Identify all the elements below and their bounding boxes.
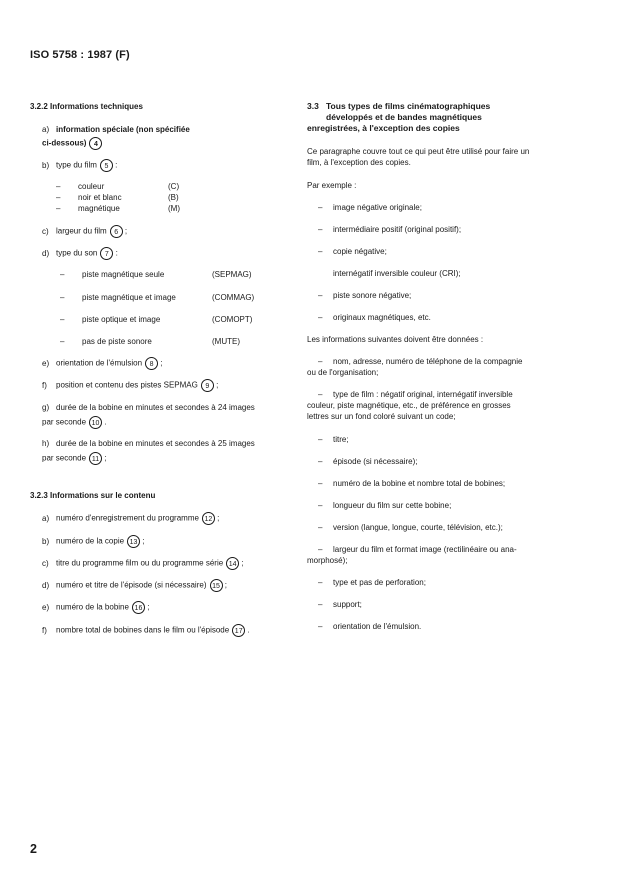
required-cont: morphosé); (307, 556, 348, 565)
example-text: image négative originale; (333, 203, 422, 212)
item-g (42, 402, 255, 413)
film-type-code: (B) (168, 193, 179, 202)
section-3-2-3-title: 3.2.3 Informations sur le contenu (30, 491, 156, 500)
item-label: a) (42, 125, 50, 134)
required-text: longueur du film sur cette bobine; (333, 501, 452, 510)
title-line: développés et de bandes magnétiques (326, 112, 482, 122)
required-item (318, 522, 503, 533)
film-type-row (56, 192, 179, 203)
item-c: c) largeur du film 6 ; (42, 226, 128, 236)
content-item (42, 579, 227, 592)
film-type-name: magnétique (78, 204, 120, 213)
dash: – (318, 291, 323, 300)
dash: – (318, 479, 323, 488)
film-type-row (56, 203, 180, 214)
item-a-cont (42, 137, 102, 150)
example-text: intermédiaire positif (original positif); (333, 225, 462, 234)
dash: – (318, 501, 323, 510)
circled-number: 10 (89, 416, 102, 429)
dash: – (318, 457, 323, 466)
item-text: type du son (56, 248, 98, 258)
dash: – (318, 390, 323, 399)
required-item (318, 389, 513, 400)
required-cont: lettres sur un fond coloré suivant un code; (307, 412, 456, 421)
item-text: durée de la bobine en minutes et secondes à 24 images (56, 403, 255, 412)
film-type-row (56, 181, 179, 192)
example-item (318, 246, 387, 257)
required-text: type de film : négatif original, internégatif inversible (333, 390, 513, 399)
dash: – (318, 622, 323, 631)
example-item (318, 312, 431, 323)
required-text: titre; (333, 435, 349, 444)
item-h-cont: par seconde 11 ; (42, 453, 107, 463)
item-label: e) (42, 602, 50, 612)
film-type-code: (C) (168, 182, 180, 191)
item-text: durée de la bobine en minutes et secondes à 25 images (56, 439, 255, 448)
item-label: a) (42, 513, 50, 523)
item-h (42, 438, 255, 449)
page-number: 2 (30, 842, 37, 856)
example-item (318, 290, 411, 301)
item-text: type du film (56, 160, 97, 170)
item-text: numéro de la copie (56, 536, 125, 546)
title-line: enregistrées, à l'exception des copies (307, 123, 460, 133)
item-text: largeur du film (56, 226, 107, 236)
item-label: b) (42, 160, 50, 170)
item-label: c) (42, 558, 49, 568)
circled-number: 8 (145, 357, 158, 370)
circled-number: 11 (89, 452, 102, 465)
required-cont: couleur, piste magnétique, etc., de préférence en grosses (307, 401, 511, 410)
sound-type-name: piste optique et image (82, 315, 161, 324)
example-text: internégatif inversible couleur (CRI); (333, 269, 461, 278)
dash: – (56, 193, 61, 202)
required-item (318, 356, 522, 367)
dash: – (318, 435, 323, 444)
dash: – (56, 204, 61, 213)
required-item (318, 434, 349, 445)
item-a (42, 124, 190, 135)
sound-type-row (60, 292, 254, 303)
sound-type-name: pas de piste sonore (82, 337, 152, 346)
example-item (318, 268, 461, 279)
item-end: . (247, 625, 250, 635)
dash: – (318, 578, 323, 587)
example-text: copie négative; (333, 247, 387, 256)
required-item (318, 599, 362, 610)
sound-type-code: (COMOPT) (212, 315, 253, 324)
required-text: type et pas de perforation; (333, 578, 426, 587)
required-text: largeur du film et format image (rectilinéaire ou ana- (333, 545, 517, 554)
sound-type-row (60, 314, 252, 325)
circled-number: 9 (201, 379, 214, 392)
circled-number: 4 (89, 137, 102, 150)
required-label: Les informations suivantes doivent être données : (307, 335, 484, 344)
item-text: nombre total de bobines dans le film ou l'épisode (56, 625, 230, 635)
item-label: c) (42, 226, 49, 236)
section-3-3-title (307, 101, 490, 112)
required-text: orientation de l'émulsion. (333, 622, 422, 631)
item-b: b) type du film 5 : (42, 160, 118, 170)
sound-type-code: (COMMAG) (212, 293, 255, 302)
content-item (42, 624, 250, 637)
example-label: Par exemple : (307, 181, 357, 190)
required-item (318, 621, 421, 632)
circled-number: 12 (202, 512, 215, 525)
sound-type-row (60, 336, 240, 347)
example-item (318, 202, 422, 213)
item-label: d) (42, 580, 50, 590)
item-text: numéro d'enregistrement du programme (56, 513, 199, 523)
item-f: f) position et contenu des pistes SEPMAG 9 ; (42, 380, 219, 390)
section-3-2-2-title: 3.2.2 Informations techniques (30, 102, 143, 111)
sound-type-row (60, 269, 252, 280)
item-label: g) (42, 403, 50, 412)
sound-type-code: (SEPMAG) (212, 270, 252, 279)
item-label: h) (42, 439, 50, 448)
sound-type-name: piste magnétique seule (82, 270, 165, 279)
intro-line: Ce paragraphe couvre tout ce qui peut être utilisé pour faire un (307, 147, 530, 156)
required-cont: ou de l'organisation; (307, 368, 379, 377)
film-type-code: (M) (168, 204, 180, 213)
circled-number: 7 (100, 247, 113, 260)
dash: – (60, 315, 65, 324)
circled-number: 13 (127, 535, 140, 548)
dash: – (318, 357, 323, 366)
dash: – (60, 270, 65, 279)
item-text: numéro de la bobine (56, 602, 129, 612)
dash: – (318, 225, 323, 234)
item-d: d) type du son 7 : (42, 248, 118, 258)
item-label: f) (42, 625, 47, 635)
film-type-name: noir et blanc (78, 193, 122, 202)
item-g-cont: par seconde 10 . (42, 417, 107, 427)
item-text: par seconde (42, 453, 87, 463)
required-text: nom, adresse, numéro de téléphone de la compagnie (333, 357, 523, 366)
item-text: par seconde (42, 417, 87, 427)
required-item (318, 577, 426, 588)
circled-number: 5 (100, 159, 113, 172)
required-text: épisode (si nécessaire); (333, 457, 418, 466)
item-text: ci-dessous) (42, 138, 87, 148)
circled-number: 17 (232, 624, 245, 637)
required-text: support; (333, 600, 362, 609)
item-label: d) (42, 248, 50, 258)
item-label: e) (42, 358, 50, 368)
item-label: b) (42, 536, 50, 546)
item-end: ; (217, 513, 220, 523)
dash: – (318, 203, 323, 212)
circled-number: 14 (226, 557, 239, 570)
document-id: ISO 5758 : 1987 (F) (30, 49, 130, 61)
item-end: ; (142, 536, 145, 546)
dash: – (318, 313, 323, 322)
example-item (318, 224, 461, 235)
dash: – (318, 545, 323, 554)
example-text: originaux magnétiques, etc. (333, 313, 431, 322)
content-item (42, 557, 244, 570)
section-number: 3.3 (307, 101, 319, 111)
item-end: ; (147, 602, 150, 612)
required-item (318, 500, 451, 511)
required-item (318, 456, 417, 467)
required-item (318, 478, 505, 489)
item-e: e) orientation de l'émulsion 8 ; (42, 358, 163, 368)
dash: – (318, 247, 323, 256)
circled-number: 16 (132, 601, 145, 614)
item-text: orientation de l'émulsion (56, 358, 143, 368)
required-item (318, 544, 517, 555)
sound-type-name: piste magnétique et image (82, 293, 176, 302)
circled-number: 6 (110, 225, 123, 238)
item-text: numéro et titre de l'épisode (si nécessaire) (56, 580, 207, 590)
item-label: f) (42, 380, 47, 390)
circled-number: 15 (210, 579, 223, 592)
content-item (42, 512, 219, 525)
item-text: position et contenu des pistes SEPMAG (56, 380, 198, 390)
dash: – (56, 182, 61, 191)
dash: – (318, 600, 323, 609)
dash: – (60, 337, 65, 346)
required-text: version (langue, longue, courte, télévision, etc.); (333, 523, 503, 532)
item-end: ; (224, 580, 227, 590)
title-line: Tous types de films cinématographiques (326, 101, 491, 111)
item-end: ; (241, 558, 244, 568)
item-text: information spéciale (non spécifiée (56, 125, 190, 134)
example-text: piste sonore négative; (333, 291, 412, 300)
content-item (42, 601, 149, 614)
dash: – (318, 523, 323, 532)
sound-type-code: (MUTE) (212, 337, 240, 346)
intro-line: film, à l'exception des copies. (307, 158, 411, 167)
content-item (42, 535, 145, 548)
dash: – (60, 293, 65, 302)
required-text: numéro de la bobine et nombre total de bobines; (333, 479, 506, 488)
film-type-name: couleur (78, 182, 105, 191)
item-text: titre du programme film ou du programme série (56, 558, 224, 568)
